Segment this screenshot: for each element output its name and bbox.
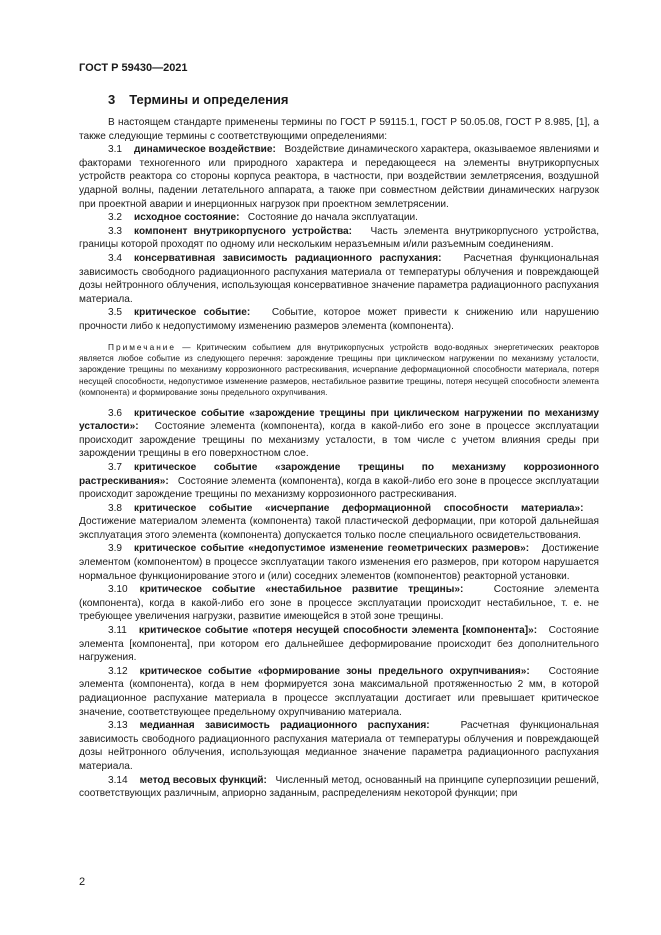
term-name: консервативная зависимость радиационного распухания: [134, 252, 442, 264]
term-number: 3.10 [108, 584, 128, 596]
term-name: критическое событие «зарождение трещины по механизму коррозионного растрескивания»: [79, 461, 599, 487]
term-name: критическое событие «исчерпание деформационной способности материала»: [134, 502, 584, 514]
term-definition: Достижение элементом (компонентом) в процессе эксплуатации такого изменения его размеров, при котором нарушается нормальное функционирование этого и (или) соседних элементов (компонентов) реакторной установки. [79, 543, 599, 582]
term-entry [79, 719, 599, 773]
term-entry [79, 461, 599, 502]
term-number: 3.2 [108, 212, 123, 224]
note-label: Примечание [108, 341, 177, 352]
intro-paragraph: В настоящем стандарте применены термины по ГОСТ Р 59115.1, ГОСТ Р 50.05.08, ГОСТ Р 8.985, [1], а также следующие термины с соответствующими определениями: [79, 117, 599, 142]
term-entry [79, 502, 599, 543]
term-number: 3.6 [108, 407, 123, 419]
term-number: 3.4 [108, 252, 123, 264]
term-name: критическое событие «формирование зоны предельного охрупчивания»: [139, 665, 530, 677]
term-entry [79, 306, 599, 333]
term-number: 3.11 [108, 625, 127, 637]
term-entry [79, 143, 599, 211]
section-number: 3 [108, 92, 116, 107]
term-entry [79, 252, 599, 306]
term-definition: Состояние элемента (компонента), когда в какой-либо его зоне в процессе эксплуатации происходит зарождение трещины по механизму усталости, в том числе с учетом влияния среды при зарождении трещины в его поверхностном слое. [79, 421, 599, 460]
note-paragraph [79, 342, 599, 399]
term-number: 3.9 [108, 543, 123, 555]
term-number: 3.5 [108, 307, 123, 319]
term-definition: Состояние до начала эксплуатации. [247, 212, 418, 224]
term-definition: Состояние элемента [компонента], при котором его дальнейшее деформирование происходит без дополнительного нагружения. [79, 625, 599, 664]
document-body [79, 116, 599, 801]
note-text: — Критическим событием для внутрикорпусных устройств водо-водяных энергетических реакторов является любое событие из следующего перечня: зарождение трещины при циклическом нагружении по механизму усталости, зарождение трещины по механизму коррозионного растрескивания, исчерпание деформационной способности материала, потеря несущей способности, недопустимое изменение размеров, нестабильное развитие трещины, потеря несущей способности элемента (компонента) и формирование зоны предельного охрупчивания. [79, 341, 600, 398]
term-name: критическое событие «недопустимое изменение геометрических размеров»: [134, 543, 530, 555]
term-name: критическое событие «нестабильное развитие трещины»: [139, 584, 464, 596]
term-number: 3.14 [108, 774, 128, 786]
term-name: исходное состояние: [134, 212, 240, 224]
section-heading [108, 92, 289, 107]
term-number: 3.3 [108, 225, 123, 237]
term-name: критическое событие: [134, 307, 251, 319]
term-number: 3.12 [108, 665, 128, 677]
term-definition: Событие, которое может привести к снижению или нарушению прочности либо к недопустимому изменению размеров элемента (компонента). [79, 307, 599, 332]
term-name: динамическое воздействие: [134, 144, 276, 156]
document-header: ГОСТ Р 59430—2021 [79, 62, 188, 74]
term-name: медианная зависимость радиационного распухания: [139, 720, 430, 732]
page-number: 2 [79, 876, 86, 888]
term-entry [79, 624, 599, 665]
term-entry [79, 407, 599, 461]
term-definition: Состояние элемента (компонента), когда в нем формируется зона максимальной протяженностью 2 мм, в которой радиационное распухание материала в процессе эксплуатации достигает или превышает критическое значение, соответствующее предельному охрупчиванию материала. [79, 665, 599, 718]
term-name: критическое событие «потеря несущей способности элемента [компонента]»: [138, 625, 538, 637]
term-entry [79, 225, 599, 252]
term-name: критическое событие «зарождение трещины при циклическом нагружении по механизму усталости»: [79, 407, 599, 433]
term-definition: Достижение материалом элемента (компонента) такой пластической деформации, при которой дальнейшая эксплуатация этого элемента (компонента) допускается только после специального освидетельствования. [79, 516, 599, 541]
term-entry [79, 542, 599, 583]
term-definition: Расчетная функциональная зависимость свободного радиационного распухания материала от температуры облучения и повреждающей дозы нейтронного облучения, использующая медианное значение параметра радиационного распухания материала. [79, 720, 599, 772]
term-entry [79, 583, 599, 624]
term-number: 3.8 [108, 502, 123, 514]
term-definition: Часть элемента внутрикорпусного устройства, границы которой проходят по одному или нескольким неразъемным и/или разъемным соединениям. [79, 225, 599, 251]
term-entry [79, 665, 599, 719]
term-definition: Состояние элемента (компонента), когда в какой-либо его зоне в процессе эксплуатации происходит нестабильное, т. е. не требующее увеличения нагрузки, развитие имеющейся в этой зоне трещины. [79, 584, 599, 623]
term-definition: Расчетная функциональная зависимость свободного радиационного распухания материала от температуры облучения и повреждающей дозы нейтронного облучения, использующая консервативное значение параметра радиационного распухания материала. [79, 252, 599, 305]
term-list-1 [79, 143, 599, 333]
term-definition: Состояние элемента (компонента), когда в какой-либо его зоне в процессе эксплуатации происходит зарождение трещины по механизму коррозионного растрескивания. [79, 475, 599, 501]
term-list-2 [79, 407, 599, 801]
term-definition: Воздействие динамического характера, оказываемое явлениями и факторами техногенного или природного характера и передающееся на элементы внутрикорпусных устройств реактора со стороны корпуса реактора, в частности, при воздействии землетрясения, воздушной ударной волны, падении летательного аппарата, а также при совместном действии динамических нагрузок при проектной аварии и инерционных нагрузок при проектном землетрясении. [79, 144, 599, 210]
term-entry [79, 774, 599, 801]
term-number: 3.13 [108, 720, 128, 732]
term-number: 3.1 [108, 144, 123, 156]
term-number: 3.7 [108, 461, 123, 473]
term-name: компонент внутрикорпусного устройства: [134, 225, 353, 237]
term-name: метод весовых функций: [139, 774, 267, 786]
term-definition: Численный метод, основанный на принципе суперпозиции решений, соответствующих различным, априорно заданным, распределениям некоторой функции; при [79, 774, 600, 800]
section-title: Термины и определения [129, 92, 289, 107]
term-entry [79, 211, 599, 225]
